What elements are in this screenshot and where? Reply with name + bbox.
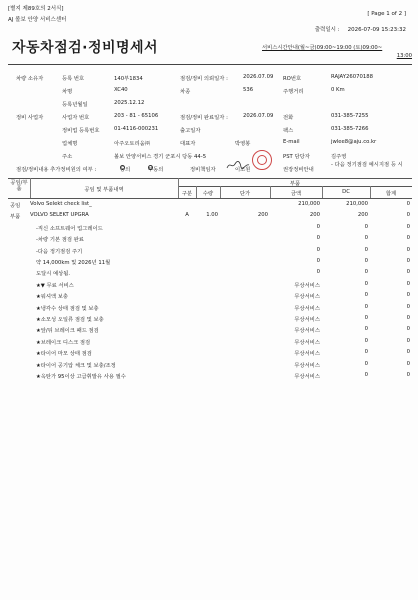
advice-value: - 다음 정기점검 예시지점 등 시: [331, 162, 403, 168]
row-item-name: Volvo Selekt check list_: [30, 201, 92, 207]
row-dc: 0: [364, 292, 368, 299]
row-total: 0: [406, 212, 410, 219]
row-total: 0: [406, 337, 410, 344]
ro-label: RO번호: [283, 76, 302, 82]
reg-date-label: 등록년월일: [62, 102, 88, 108]
row-item-name: 도달시 예상됨.: [36, 271, 71, 278]
seal-inner-ring: [257, 155, 267, 165]
biz-no-label: 사업자 번호: [62, 115, 90, 121]
header-total: 합계: [385, 191, 397, 197]
extra-work-question: 점검/정비내용 추가정비원의 여부 :: [16, 167, 97, 173]
reg-no-value: 140부1834: [114, 76, 143, 82]
row-amount: 0: [316, 258, 320, 264]
owner-section-label: 차량 소유자: [16, 76, 44, 82]
release-date-label: 출고일자: [180, 128, 201, 134]
row-dc: 0: [364, 360, 368, 367]
ceo-value: 박영봉: [235, 141, 251, 147]
row-dc: 0: [364, 223, 368, 230]
ceo-label: 대표자: [180, 141, 196, 147]
row-item-name: ★타이어 공기압 체크 및 보충/조정: [36, 362, 116, 369]
signature-icon: [226, 160, 250, 170]
biz-no-value: 203 - 81 - 65106: [114, 113, 159, 119]
row-dc: 0: [364, 280, 368, 287]
done-date-value: 2026.07.09: [243, 113, 274, 119]
row-total: 0: [406, 349, 410, 356]
manager-value: 이조원: [235, 167, 251, 173]
header-dc: DC: [342, 189, 350, 195]
pst-value: 김주영: [331, 154, 347, 160]
model-label: 차명: [62, 89, 73, 95]
row-total: 0: [406, 223, 410, 230]
row-dc: 0: [364, 326, 368, 333]
row-total: 0: [406, 269, 410, 276]
table-header-rule: [8, 198, 412, 199]
header-amount: 금액: [290, 191, 302, 197]
row-amount: 무상서비스: [294, 351, 320, 358]
vehicle-type-value: 536: [243, 87, 254, 93]
print-datetime: [315, 25, 406, 33]
row-item-name: ★앞/뒤 브레이크 패드 점검: [36, 328, 99, 335]
request-date-value: 2026.07.09: [243, 74, 274, 80]
row-dc: 0: [364, 337, 368, 344]
phone-label: 전화: [283, 115, 294, 121]
consent-option-label: 동의: [120, 167, 131, 173]
reg-date-value: 2025.12.12: [114, 100, 145, 106]
row-item-name: -직신 소프트웨어 업그레이드: [36, 225, 103, 232]
row-total: 0: [406, 201, 410, 207]
row-amount: 무상서비스: [294, 305, 320, 312]
manager-label: 정비책임자: [190, 167, 216, 173]
model-value: XC40: [114, 87, 128, 93]
row-item-name: ★옥탄가 95이상 고급휘발유 사용 필수: [36, 374, 126, 380]
row-amount: 무상서비스: [294, 317, 320, 323]
vehicle-type-label: 차종: [180, 89, 191, 95]
row-item-name: -다음 정기점검 주기: [36, 248, 83, 255]
row-item-name: ★냉각수 상태 점검 및 보충: [36, 305, 99, 312]
company-seal-icon: [252, 150, 272, 170]
row-dc: 0: [364, 372, 368, 378]
row-dc: 210,000: [346, 201, 368, 207]
row-amount: 무상서비스: [294, 374, 320, 380]
done-date-label: 점검/정비 완료일자 :: [180, 115, 228, 121]
row-amount: 0: [316, 246, 320, 253]
row-total: 0: [406, 246, 410, 253]
shop-name-value: 아주오토리움㈜: [114, 141, 150, 147]
row-item-name: VOLVO SELEKT UPGRA: [30, 212, 89, 219]
reg-no-label: 등록 번호: [62, 76, 85, 82]
row-item-name: ★타이어 마모 상태 점검: [36, 351, 92, 358]
row-total: 0: [406, 258, 410, 264]
row-total: 0: [406, 303, 410, 310]
fax-value: 031-385-7266: [331, 126, 369, 132]
row-item-name: ★소모성 오일류 점검 및 보충: [36, 317, 104, 323]
form-number: [별지 제89호의 2서식]: [8, 6, 64, 12]
row-amount: 200: [309, 212, 320, 219]
row-item-name: 약 14,000km 및 2026년 11월: [36, 260, 111, 266]
row-qty: 1.00: [206, 212, 218, 219]
shop-reg-value: 01-4116-000231: [114, 126, 159, 132]
row-amount: 무상서비스: [294, 294, 320, 301]
row-amount: 무상서비스: [294, 328, 320, 335]
row-kind: 부품: [10, 214, 21, 221]
fax-label: 팩스: [283, 128, 294, 134]
shop-name-label: 업체명: [62, 141, 78, 147]
service-center-name: AJ 볼보 안양 서비스센터: [8, 17, 67, 23]
service-hours-line2: 13:00: [396, 53, 412, 59]
print-datetime-value: 2026-07-09 15:23:32: [347, 27, 406, 33]
row-item-name: ★워셔액 보충: [36, 294, 69, 301]
row-dc: 0: [364, 349, 368, 356]
mileage-label: 주행거리: [283, 89, 304, 95]
service-hours: [262, 44, 412, 60]
row-total: 0: [406, 360, 410, 367]
email-value: jwlee8@aju.co.kr: [331, 139, 377, 145]
row-total: 0: [406, 315, 410, 321]
row-total: 0: [406, 326, 410, 333]
header-work-parts: 공임/부품: [10, 180, 28, 192]
row-dc: 0: [364, 303, 368, 310]
header-rule: [8, 64, 412, 65]
row-total: 0: [406, 372, 410, 378]
request-date-label: 점검/정비 의뢰일자 :: [180, 76, 228, 82]
row-amount: 무상서비스: [294, 339, 320, 346]
page-title: 자동차점검·정비명세서: [12, 40, 159, 56]
header-item-name: 공임 및 부품내역: [84, 187, 124, 193]
pst-label: PST 담당자: [283, 154, 310, 160]
address-label: 주소: [62, 154, 73, 160]
email-label: E-mail: [283, 139, 300, 145]
row-total: 0: [406, 292, 410, 299]
row-dc: 200: [357, 212, 368, 219]
row-total: 0: [406, 280, 410, 287]
row-amount: 0: [316, 235, 320, 242]
row-amount: 0: [316, 223, 320, 230]
print-datetime-label: 출력일시 :: [314, 27, 340, 33]
row-dc: 0: [364, 315, 368, 321]
row-amount: 0: [316, 269, 320, 276]
ro-value: RAJAY26070188: [331, 74, 373, 80]
row-unit-price: 200: [257, 212, 268, 219]
row-item-name: ★브레이크 디스크 점검: [36, 339, 91, 346]
header-type: 구분: [181, 191, 193, 197]
row-dc: 0: [364, 246, 368, 253]
row-amount: 무상서비스: [294, 362, 320, 369]
row-dc: 0: [364, 258, 368, 264]
row-dc: 0: [364, 235, 368, 242]
row-kind: 공임: [10, 203, 21, 209]
mileage-value: 0 Km: [331, 87, 345, 93]
decline-option-label: 부동의: [148, 167, 164, 173]
header-parts: 부품: [289, 181, 301, 187]
row-total: 0: [406, 235, 410, 242]
row-type: A: [185, 212, 189, 219]
row-item-name: -차량 기본 점검 완료: [36, 237, 84, 244]
page-indicator: [ Page 1 of 2 ]: [367, 11, 406, 17]
shop-reg-label: 정비업 등록번호: [62, 128, 100, 134]
phone-value: 031-385-7255: [331, 113, 369, 119]
business-section-label: 정비 사업자: [16, 115, 44, 121]
header-qty: 수량: [202, 191, 214, 197]
row-amount: 무상서비스: [294, 282, 320, 289]
row-item-name: ★▼ 무료 서비스: [36, 282, 74, 289]
advice-label: 권장정비안내: [283, 167, 314, 173]
row-dc: 0: [364, 269, 368, 276]
service-hours-line1: 서비스시간안내(월~금)09:00~19:00 (토)09:00~: [262, 45, 383, 51]
address-value: 볼보 안양서비스 경기 군포시 당동 44-5: [114, 154, 207, 160]
row-amount: 210,000: [298, 201, 320, 207]
header-unit-price: 단가: [239, 191, 251, 197]
